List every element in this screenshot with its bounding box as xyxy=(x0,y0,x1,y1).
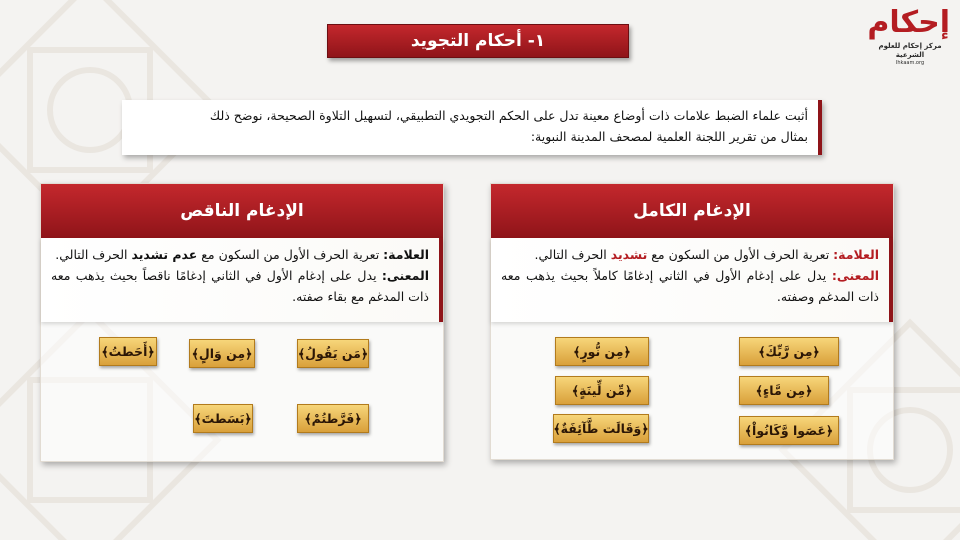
example-button[interactable]: ﴿مِن وَالٍ﴾ xyxy=(189,339,255,368)
meaning-label: المعنى: xyxy=(381,268,429,283)
sign-keyword: عدم تشديد xyxy=(131,247,198,262)
example-button[interactable]: ﴿مَن يَقُولُ﴾ xyxy=(297,339,369,368)
sign-text: تعرية الحرف الأول من السكون مع xyxy=(647,247,834,262)
example-button[interactable]: ﴿فَرَّطتُمْ﴾ xyxy=(297,404,369,433)
partial-idgham-heading: الإدغام الناقص xyxy=(41,184,443,238)
partial-idgham-panel xyxy=(40,183,444,462)
complete-idgham-heading: الإدغام الكامل xyxy=(491,184,893,238)
example-button[interactable]: ﴿أَحَطتُ﴾ xyxy=(99,337,157,366)
meaning-label: المعنى: xyxy=(831,268,879,283)
intro-line-2: بمثال من تقرير اللجنة العلمية لمصحف المدينة النبوية: xyxy=(530,129,808,144)
example-button[interactable]: ﴿وَقَالَت طَّآئِفَةٌ﴾ xyxy=(553,414,649,443)
example-button[interactable]: ﴿مِّن لِّينَةٍ﴾ xyxy=(555,376,649,405)
sign-text-end: الحرف التالي. xyxy=(534,247,611,262)
example-button[interactable]: ﴿بَسَطتَ﴾ xyxy=(193,404,253,433)
meaning-text: يدل على إدغام الأول في الثاني إدغامًا كاملاً بحيث يذهب معه ذات المدغم وصفته. xyxy=(501,268,879,304)
logo xyxy=(867,4,950,66)
page-title: ١- أحكام التجويد xyxy=(327,24,629,58)
sign-text: تعرية الحرف الأول من السكون مع xyxy=(197,247,384,262)
logo-subtitle: مركز إحكام للعلوم الشرعية xyxy=(878,42,942,59)
sign-label: العلامة: xyxy=(833,247,879,262)
complete-idgham-panel xyxy=(490,183,894,460)
example-button[interactable]: ﴿عَصَوا وَّكَانُواْ﴾ xyxy=(739,416,839,445)
sign-keyword: تشديد xyxy=(610,247,648,262)
complete-idgham-description xyxy=(491,238,893,322)
partial-idgham-description xyxy=(41,238,443,322)
intro-box xyxy=(122,100,822,155)
logo-word: إحكام xyxy=(867,5,950,40)
meaning-text: يدل على إدغام الأول في الثاني إدغامًا ناقصاً بحيث يذهب معه ذات المدغم مع بقاء صفته. xyxy=(51,268,429,304)
example-button[interactable]: ﴿مِن مَّاءٍ﴾ xyxy=(739,376,829,405)
intro-line-1: أثبت علماء الضبط علامات ذات أوضاع معينة تدل على الحكم التجويدي التطبيقي، لتسهيل التلاوة الصحيحة، نوضح ذلك xyxy=(209,108,808,123)
sign-label: العلامة: xyxy=(383,247,429,262)
sign-text-end: الحرف التالي. xyxy=(55,247,132,262)
example-button[interactable]: ﴿مِن رَّبِّكَ﴾ xyxy=(739,337,839,366)
logo-tagline: Ihkaam.org xyxy=(895,60,925,66)
example-button[interactable]: ﴿مِن نُّورٍ﴾ xyxy=(555,337,649,366)
